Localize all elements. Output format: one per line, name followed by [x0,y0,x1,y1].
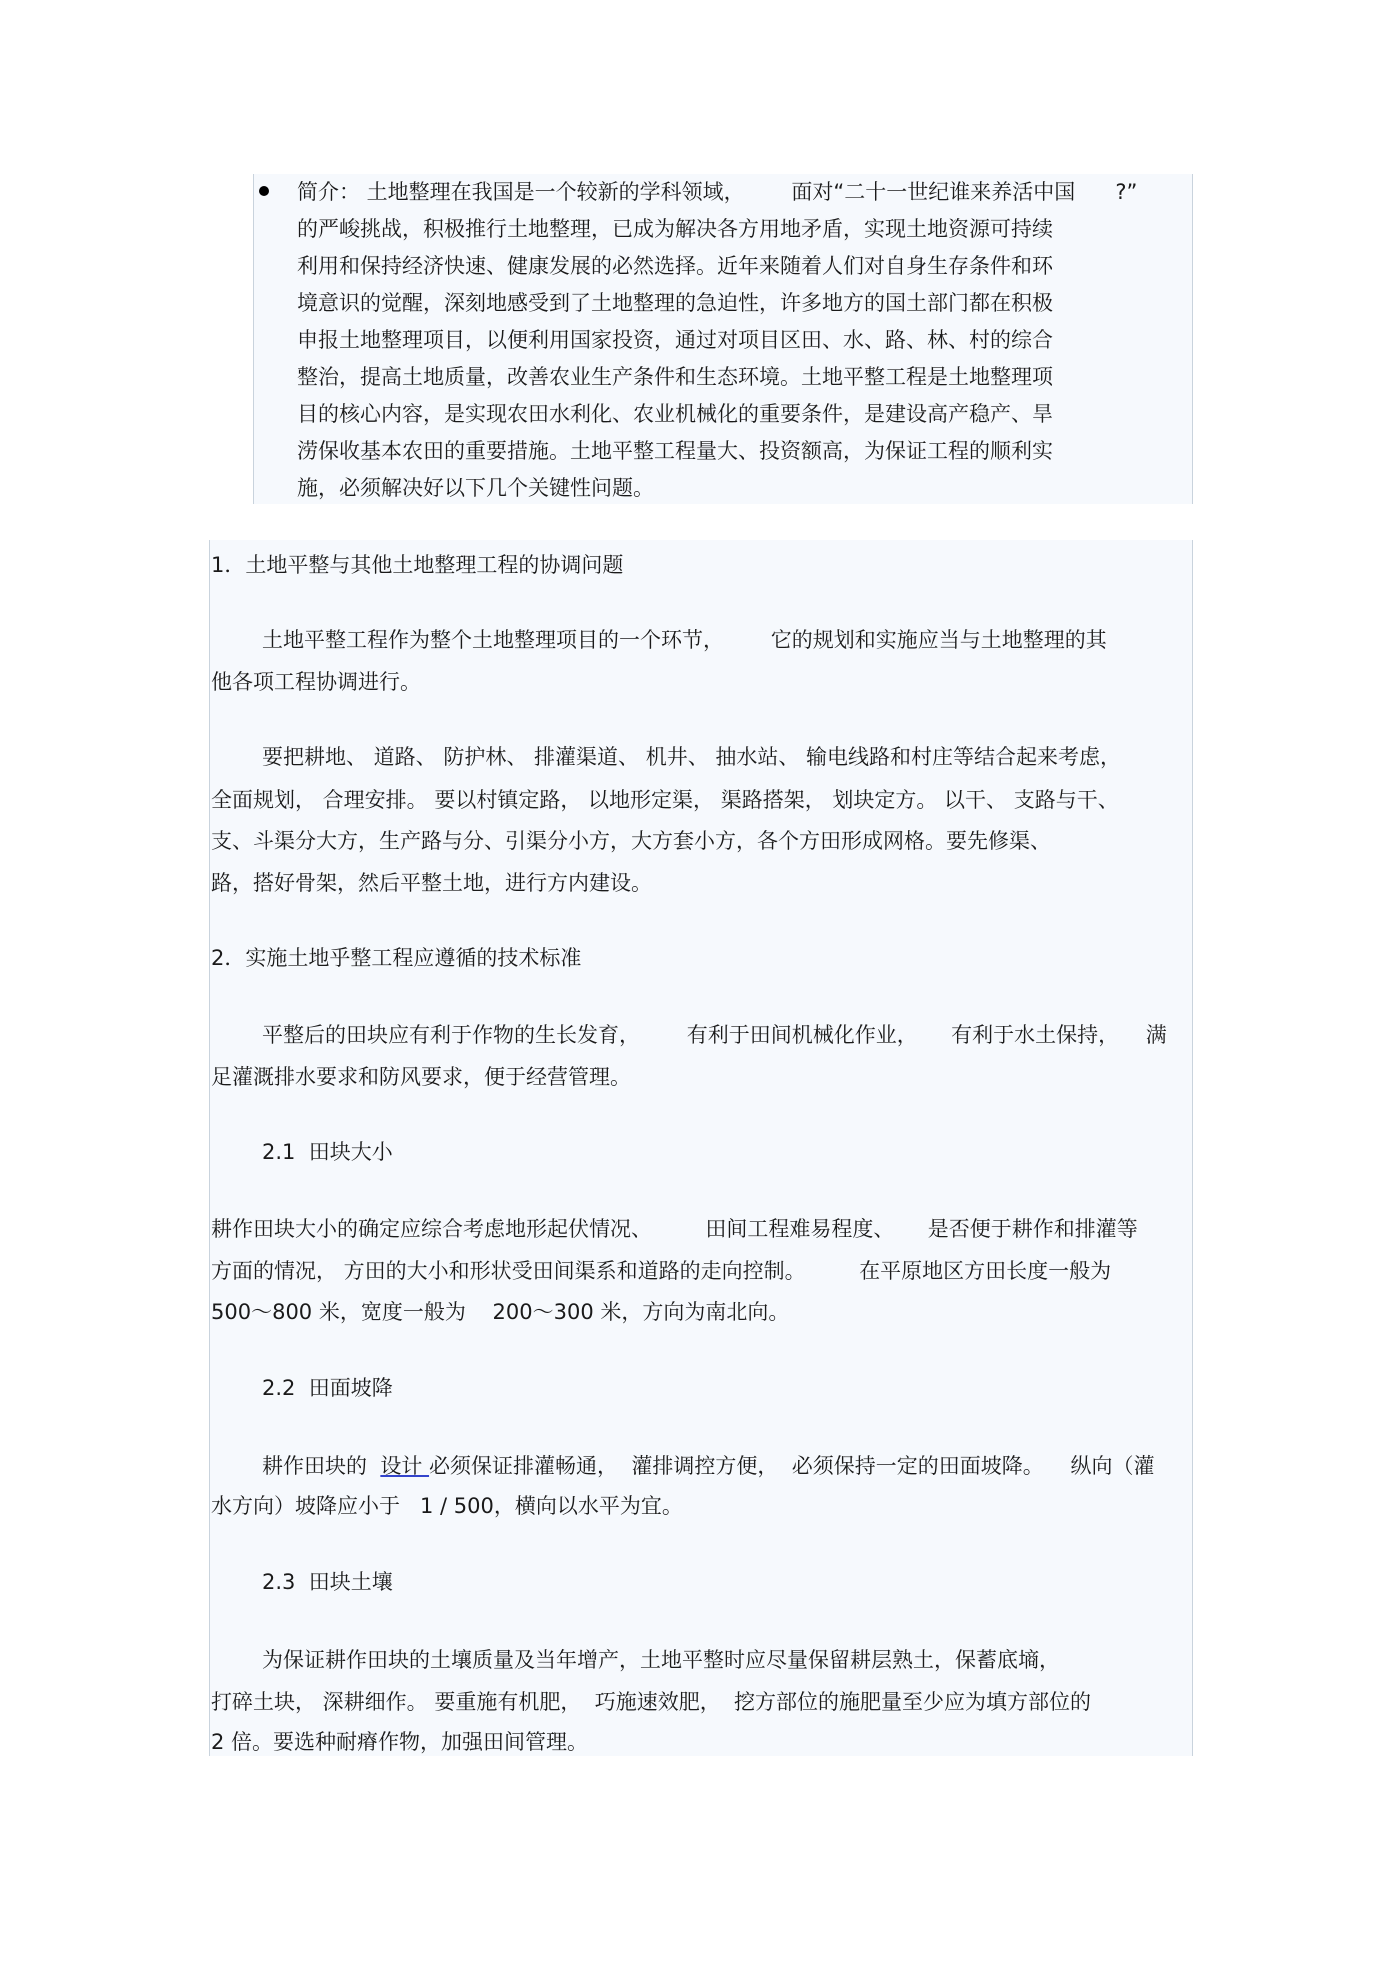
paragraph-line: 平整后的田块应有利于作物的生长发育， 有利于田间机械化作业， 有利于水土保持， 满 [262,1023,1167,1047]
paragraph-line: 支、斗渠分大方，生产路与分、引渠分小方，大方套小方，各个方田形成网格。要先修渠、 [211,829,1051,853]
intro-line: 利用和保持经济快速、健康发展的必然选择。近年来随着人们对自身生存条件和环 [297,254,1053,278]
intro-line: 施，必须解决好以下几个关键性问题。 [297,476,654,500]
paragraph-line: 为保证耕作田块的土壤质量及当年增产，土地平整时应尽量保留耕层熟土，保蓄底墒， [262,1648,1060,1672]
text-segment: 必须保证排灌畅通， 灌排调控方便， 必须保持一定的田面坡降。 纵向（灌 [429,1454,1155,1478]
intro-line: 申报土地整理项目，以便利用国家投资，通过对项目区田、水、路、林、村的综合 [297,328,1053,352]
paragraph-line: 耕作田块大小的确定应综合考虑地形起伏情况、 田间工程难易程度、 是否便于耕作和排灌等 [211,1217,1138,1241]
paragraph-line [262,1454,1154,1478]
intro-line: 简介： 土地整理在我国是一个较新的学科领域， 面对“二十一世纪谁来养活中国 ?” [297,180,1138,204]
bullet-icon [259,186,269,196]
paragraph-line: 足灌溉排水要求和防风要求，便于经营管理。 [211,1065,631,1089]
paragraph-line: 水方向）坡降应小于 1 / 500，横向以水平为宜。 [211,1494,683,1518]
intro-line: 的严峻挑战，积极推行土地整理，已成为解决各方用地矛盾，实现土地资源可持续 [297,217,1053,241]
section-heading-1: 1．土地平整与其他土地整理工程的协调问题 [211,553,624,577]
paragraph-line: 打碎土块， 深耕细作。 要重施有机肥， 巧施速效肥， 挖方部位的施肥量至少应为填方部位的 [211,1690,1092,1714]
subsection-heading-2-2: 2.2 田面坡降 [262,1376,393,1400]
paragraph-line: 2 倍。要选种耐瘠作物，加强田间管理。 [211,1730,589,1754]
intro-line: 整治，提高土地质量，改善农业生产条件和生态环境。土地平整工程是土地整理项 [297,365,1053,389]
paragraph-line: 路，搭好骨架，然后平整土地，进行方内建设。 [211,871,652,895]
paragraph-line: 500～800 米，宽度一般为 200～300 米，方向为南北向。 [211,1300,790,1324]
intro-line: 目的核心内容，是实现农田水利化、农业机械化的重要条件，是建设高产稳产、旱 [297,402,1053,426]
paragraph-line: 土地平整工程作为整个土地整理项目的一个环节， 它的规划和实施应当与土地整理的其 [262,628,1107,652]
intro-line: 境意识的觉醒，深刻地感受到了土地整理的急迫性，许多地方的国土部门都在积极 [297,291,1053,315]
intro-line: 涝保收基本农田的重要措施。土地平整工程量大、投资额高，为保证工程的顺利实 [297,439,1053,463]
design-link[interactable]: 设计 [380,1454,430,1478]
paragraph-line: 他各项工程协调进行。 [211,670,421,694]
section-heading-2: 2．实施土地乎整工程应遵循的技术标准 [211,946,582,970]
paragraph-line: 要把耕地、 道路、 防护林、 排灌渠道、 机井、 抽水站、 输电线路和村庄等结合起来考虑， [262,745,1122,769]
paragraph-line: 方面的情况， 方田的大小和形状受田间渠系和道路的走向控制。 在平原地区方田长度一般为 [211,1259,1112,1283]
subsection-heading-2-3: 2.3 田块土壤 [262,1570,393,1594]
subsection-heading-2-1: 2.1 田块大小 [262,1140,393,1164]
text-segment: 耕作田块的 [262,1454,381,1478]
paragraph-line: 全面规划， 合理安排。 要以村镇定路， 以地形定渠， 渠路搭架， 划块定方。 以干、 支路与干、 [211,788,1119,812]
